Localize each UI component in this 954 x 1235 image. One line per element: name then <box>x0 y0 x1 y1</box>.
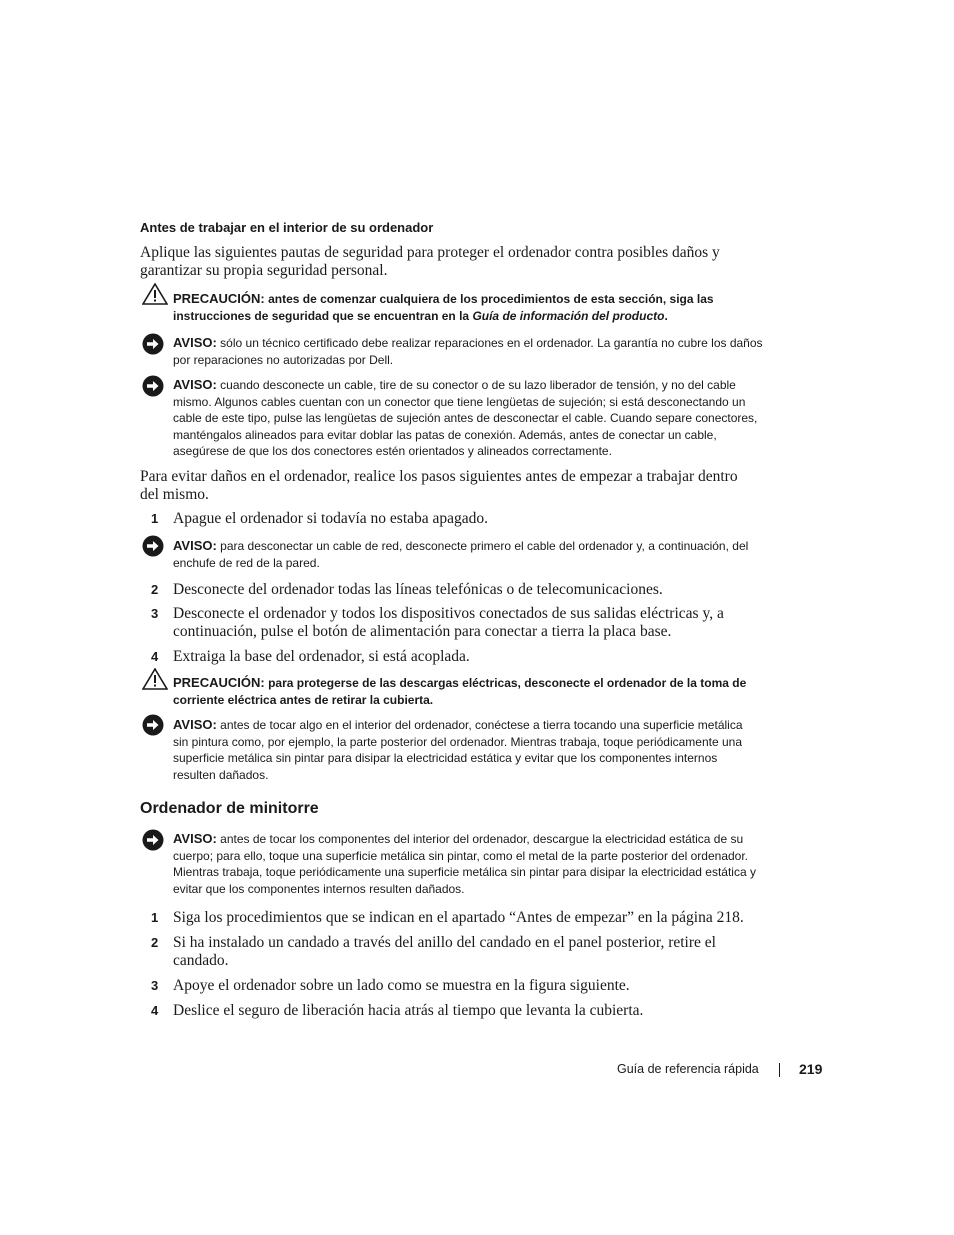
caution-label: PRECAUCIÓN: <box>173 675 265 690</box>
step-text: Siga los procedimientos que se indican en el apartado “Antes de empezar” en la página 218. <box>173 909 744 926</box>
caution-italic-ref: Guía de información del producto <box>472 308 665 323</box>
notice-note <box>173 335 763 368</box>
step-number: 1 <box>151 910 159 925</box>
notice-icon <box>142 535 165 556</box>
step-number: 2 <box>151 935 159 950</box>
notice-text: antes de tocar algo en el interior del ordenador, conéctese a tierra tocando una superficie metálica sin pintura como, por ejemplo, la parte posterior del ordenador. Mientras trabaja, toque periódicamente una superficie metálica sin pintar para disipar la electricidad estática y evitar que los componentes internos resulten dañados. <box>173 718 743 782</box>
intro-paragraph: Aplique las siguientes pautas de seguridad para proteger el ordenador contra posibles daños y garantizar su propia seguridad personal. <box>140 244 720 279</box>
notice-icon <box>142 375 165 396</box>
caution-text-end: . <box>664 308 668 323</box>
caution-icon <box>142 668 165 689</box>
caution-note <box>173 675 763 708</box>
section-title: Ordenador de minitorre <box>140 800 319 817</box>
notice-text: sólo un técnico certificado debe realizar reparaciones en el ordenador. La garantía no cubre los daños por reparaciones no autorizadas por Dell. <box>173 336 763 367</box>
notice-note <box>173 538 763 571</box>
step-text: Apague el ordenador si todavía no estaba apagado. <box>173 510 489 527</box>
step-number: 3 <box>151 978 159 993</box>
subsection-heading: Antes de trabajar en el interior de su ordenador <box>140 220 434 235</box>
body-paragraph: Para evitar daños en el ordenador, realice los pasos siguientes antes de empezar a trabajar dentro del mismo. <box>140 468 738 503</box>
notice-note <box>173 831 763 897</box>
notice-note <box>173 717 748 783</box>
step-text: Apoye el ordenador sobre un lado como se muestra en la figura siguiente. <box>173 977 630 994</box>
notice-label: AVISO: <box>173 335 217 350</box>
caution-label: PRECAUCIÓN: <box>173 291 265 306</box>
step-text: Desconecte del ordenador todas las líneas telefónicas o de telecomunicaciones. <box>173 581 663 598</box>
notice-label: AVISO: <box>173 717 217 732</box>
notice-text: cuando desconecte un cable, tire de su conector o de su lazo liberador de tensión, y no del cable mismo. Algunos cables cuentan con un conector que tiene lengüetas de sujeción; si está desconectando un cable de este tipo, pulse las lengüetas de sujeción antes de desconectar el cable. Cuando separe conectores, manténgalos alineados para evitar doblar las patas de conexión. Además, antes de conectar un cable, asegúrese de que los dos conectores estén orientados y alineados correctamente. <box>173 378 758 458</box>
notice-text: antes de tocar los componentes del interior del ordenador, descargue la electricidad estática de su cuerpo; para ello, toque una superficie metálica sin pintar, como el metal de la parte posterior del ordenador. Mientras trabaja, toque periódicamente una superficie metálica sin pintar para disipar la electricidad estática y evitar que los componentes internos resulten dañados. <box>173 832 756 896</box>
step-number: 3 <box>151 606 159 621</box>
step-number: 2 <box>151 582 159 597</box>
step-number: 4 <box>151 1003 159 1018</box>
step-text: Desconecte el ordenador y todos los dispositivos conectados de sus salidas eléctricas y, a continuación, pulse el botón de alimentación para conectar a tierra la placa base. <box>173 605 724 640</box>
caution-text: antes de comenzar cualquiera de los procedimientos de esta sección, siga las instrucciones de seguridad que se encuentran en la <box>173 292 714 323</box>
caution-text: para protegerse de las descargas eléctricas, desconecte el ordenador de la toma de corriente eléctrica antes de retirar la cubierta. <box>173 676 747 707</box>
step-text: Deslice el seguro de liberación hacia atrás al tiempo que levanta la cubierta. <box>173 1002 644 1019</box>
footer-title: Guía de referencia rápida <box>617 1062 759 1076</box>
notice-icon <box>142 829 165 850</box>
notice-note <box>173 377 763 460</box>
notice-label: AVISO: <box>173 831 217 846</box>
notice-icon <box>142 333 165 354</box>
step-number: 4 <box>151 649 159 664</box>
step-text: Si ha instalado un candado a través del anillo del candado en el panel posterior, retire el candado. <box>173 934 716 969</box>
caution-icon <box>142 283 165 304</box>
footer-separator <box>779 1063 780 1077</box>
notice-text: para desconectar un cable de red, desconecte primero el cable del ordenador y, a continuación, del enchufe de red de la pared. <box>173 539 749 570</box>
step-text: Extraiga la base del ordenador, si está acoplada. <box>173 648 470 665</box>
notice-label: AVISO: <box>173 377 217 392</box>
caution-note <box>173 291 753 324</box>
notice-icon <box>142 714 165 735</box>
page-number: 219 <box>799 1061 823 1077</box>
step-number: 1 <box>151 511 159 526</box>
notice-label: AVISO: <box>173 538 217 553</box>
